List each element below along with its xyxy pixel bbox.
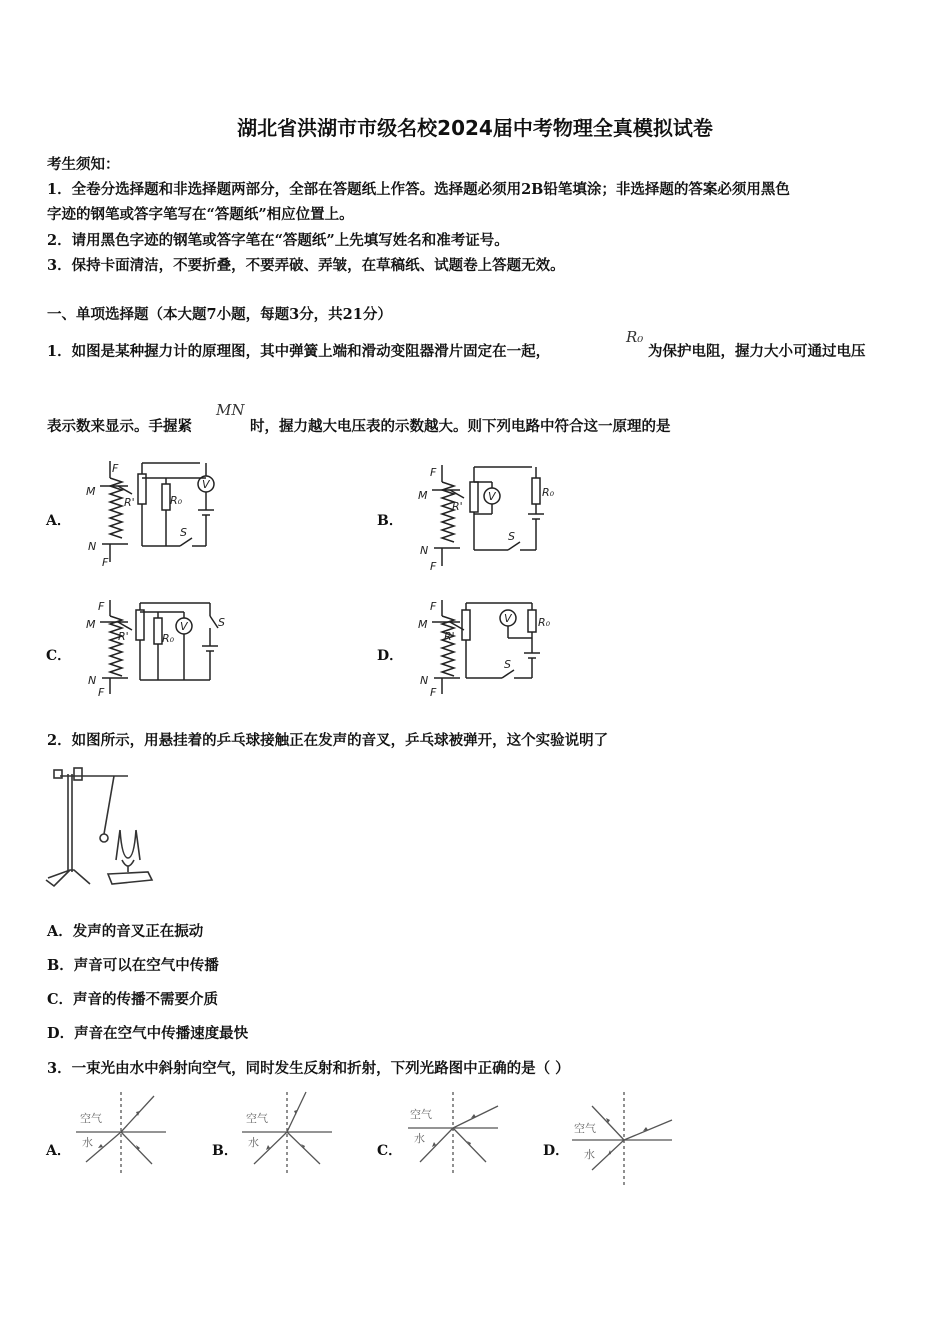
notice-item-1-cont: 字迹的钢笔或答字笔写在“答题纸”相应位置上。 [47, 206, 354, 223]
label-r0: R₀ [542, 486, 555, 499]
section-heading: 一、单项选择题（本大题7小题，每题3分，共21分） [47, 306, 392, 323]
q3-stem: 3．一束光由水中斜射向空气，同时发生反射和折射，下列光路图中正确的是（ ） [47, 1060, 570, 1077]
label-v: V [202, 478, 210, 491]
tuning-fork-illustration [44, 762, 154, 892]
q1-stem-part1: 1．如图是某种握力计的原理图，其中弹簧上端和滑动变阻器滑片固定在一起， [47, 343, 551, 360]
label-rprime: R' [118, 630, 129, 643]
notice-item-3: 3．保持卡面清洁，不要折叠，不要弄破、弄皱，在草稿纸、试题卷上答题无效。 [47, 257, 565, 274]
label-r0: R₀ [538, 616, 551, 629]
q3-option-b-label[interactable]: B． [212, 1143, 238, 1159]
q2-stem: 2．如图所示，用悬挂着的乒乓球接触正在发声的音叉，乒乓球被弹开，这个实验说明了 [47, 732, 609, 749]
q2-option-a[interactable]: A．发声的音叉正在振动 [47, 923, 204, 940]
q1-option-a-label[interactable]: A． [46, 513, 71, 529]
label-n: N [420, 674, 429, 687]
light-path-diagram-a[interactable] [76, 1090, 168, 1178]
page-title: 湖北省洪湖市市级名校2024届中考物理全真模拟试卷 [237, 116, 713, 140]
label-m: M [86, 485, 96, 498]
q3-option-a-label[interactable]: A． [46, 1143, 71, 1159]
light-path-diagram-b[interactable] [242, 1090, 334, 1178]
circuit-diagram-c[interactable] [80, 598, 230, 698]
label-rprime: R' [124, 496, 135, 509]
air-label: 空气 [410, 1108, 432, 1121]
label-n: N [420, 544, 429, 557]
q1-r0-symbol: R₀ [626, 328, 644, 346]
air-label: 空气 [246, 1112, 268, 1125]
label-f-bottom: F [430, 686, 437, 698]
light-path-diagram-d[interactable] [572, 1090, 676, 1188]
label-v: V [504, 612, 512, 625]
air-label: 空气 [80, 1112, 102, 1125]
label-n: N [88, 674, 97, 687]
q1-stem-part4: 时，握力越大电压表的示数越大。则下列电路中符合这一原理的是 [250, 418, 671, 435]
q1-mn-symbol: MN [216, 401, 245, 419]
label-r0: R₀ [162, 632, 175, 645]
light-path-diagram-c[interactable] [408, 1090, 500, 1178]
label-r0: R₀ [170, 494, 183, 507]
q3-option-d-label[interactable]: D． [543, 1143, 570, 1159]
label-rprime: R' [444, 630, 455, 643]
label-f-top: F [430, 600, 437, 613]
label-f-bottom: F [98, 686, 105, 698]
label-m: M [418, 618, 428, 631]
q1-option-c-label[interactable]: C． [46, 648, 72, 664]
water-label: 水 [82, 1136, 93, 1149]
label-f-bottom: F [102, 556, 109, 569]
circuit-diagram-d[interactable] [412, 598, 562, 698]
label-f-top: F [112, 462, 119, 475]
water-label: 水 [414, 1132, 425, 1145]
notice-item-1: 1．全卷分选择题和非选择题两部分，全部在答题纸上作答。选择题必须用2B铅笔填涂；非选择题的答案必须用黑色 [47, 181, 790, 198]
label-rprime: R' [452, 500, 463, 513]
label-s: S [218, 616, 225, 629]
notice-heading: 考生须知： [47, 156, 120, 173]
q2-option-c[interactable]: C．声音的传播不需要介质 [47, 991, 219, 1008]
label-s: S [180, 526, 187, 539]
water-label: 水 [248, 1136, 259, 1149]
q1-option-b-label[interactable]: B． [377, 513, 403, 529]
label-v: V [180, 620, 188, 633]
label-m: M [86, 618, 96, 631]
label-s: S [504, 658, 511, 671]
notice-item-2: 2．请用黑色字迹的钢笔或答字笔在“答题纸”上先填写姓名和准考证号。 [47, 232, 509, 249]
air-label: 空气 [574, 1122, 596, 1135]
label-s: S [508, 530, 515, 543]
label-v: V [488, 490, 496, 503]
q2-option-b[interactable]: B．声音可以在空气中传播 [47, 957, 219, 974]
label-f-top: F [98, 600, 105, 613]
circuit-diagram-a[interactable] [80, 458, 230, 570]
label-f-bottom: F [430, 560, 437, 573]
label-n: N [88, 540, 97, 553]
label-m: M [418, 489, 428, 502]
label-f-top: F [430, 466, 437, 479]
q1-stem-part2: 为保护电阻，握力大小可通过电压 [648, 343, 866, 360]
q1-option-d-label[interactable]: D． [377, 648, 404, 664]
circuit-diagram-b[interactable] [412, 462, 562, 574]
water-label: 水 [584, 1148, 595, 1161]
q2-option-d[interactable]: D．声音在空气中传播速度最快 [47, 1025, 249, 1042]
q1-stem-part3: 表示数来显示。手握紧 [47, 418, 192, 435]
q3-option-c-label[interactable]: C． [377, 1143, 403, 1159]
